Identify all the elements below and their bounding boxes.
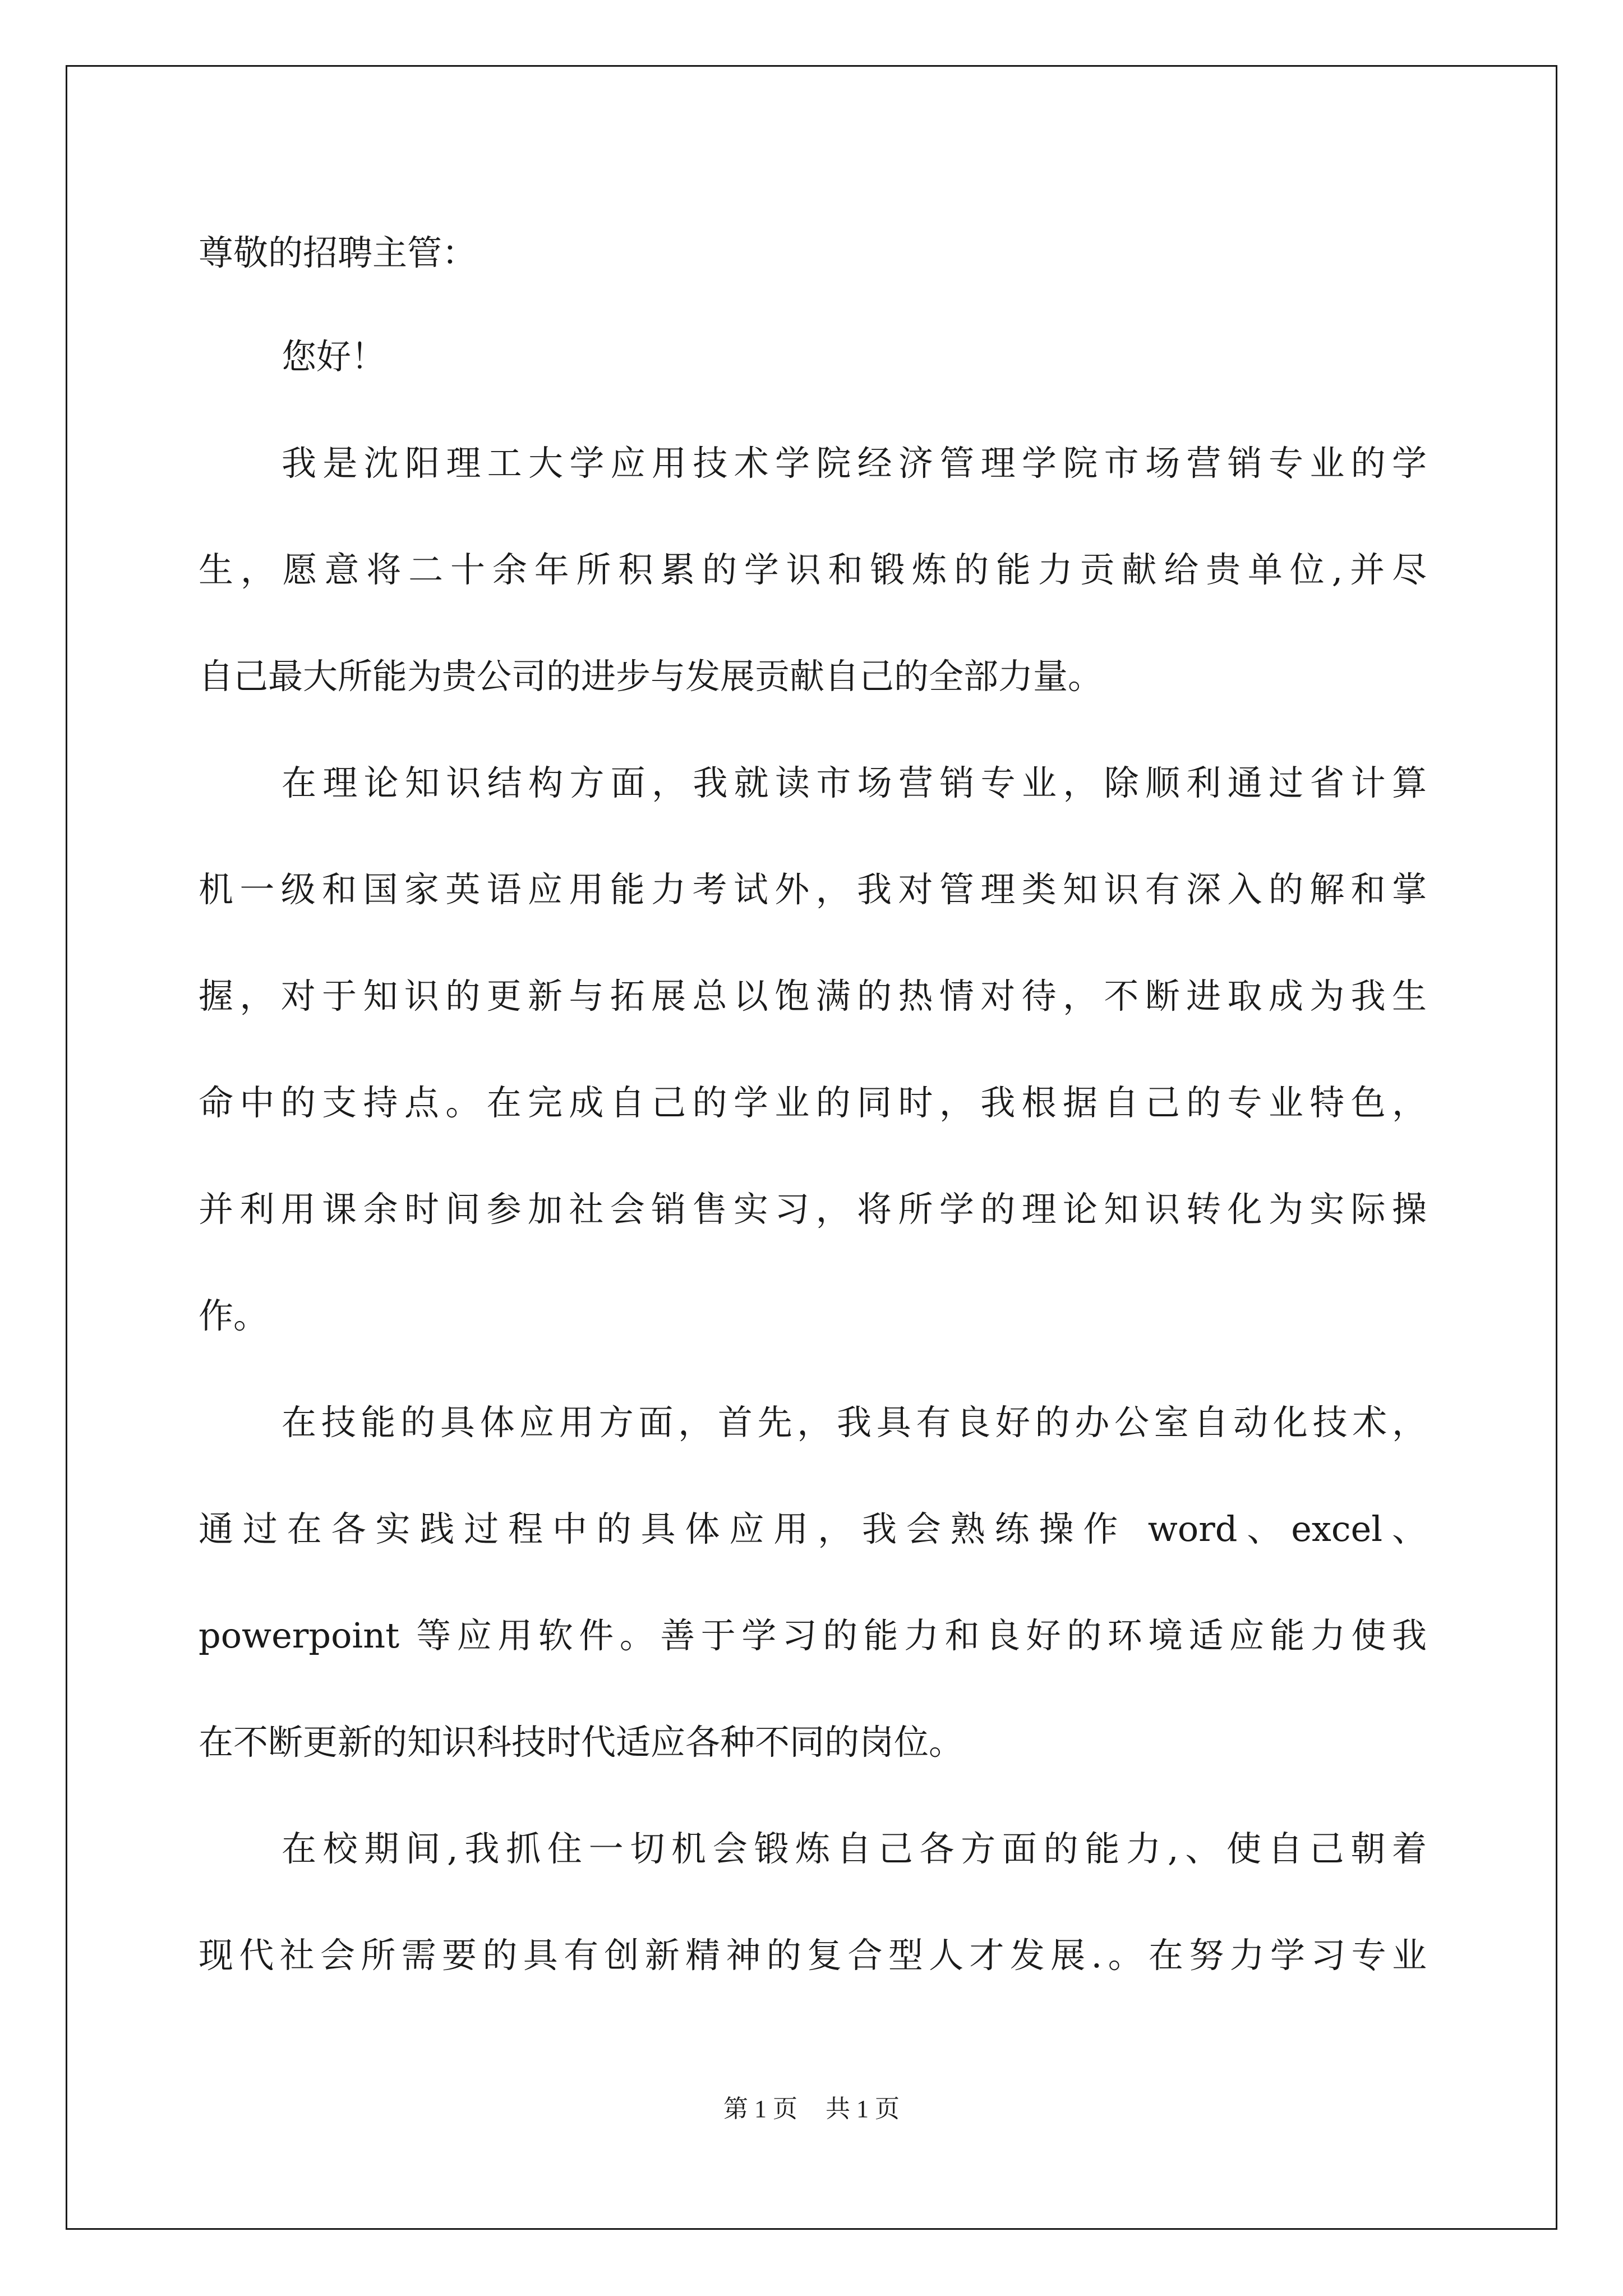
paragraph-line: 并利用课余时间参加社会销售实习，将所学的理论知识转化为实际操 — [199, 1189, 1427, 1230]
paragraph-line: 在理论知识结构方面，我就读市场营销专业，除顺利通过省计算 — [282, 762, 1427, 803]
paragraph-line: 在不断更新的知识科技时代适应各种不同的岗位。 — [199, 1722, 964, 1763]
paragraph-line: powerpoint 等应用软件。善于学习的能力和良好的环境适应能力使我 — [199, 1615, 1427, 1656]
paragraph-line: 通过在各实践过程中的具体应用，我会熟练操作 word、excel、 — [199, 1508, 1427, 1549]
paragraph-line: 在技能的具体应用方面，首先，我具有良好的办公室自动化技术， — [282, 1402, 1427, 1443]
paragraph-line: 我是沈阳理工大学应用技术学院经济管理学院市场营销专业的学 — [282, 443, 1427, 484]
paragraph-line: 生，愿意将二十余年所积累的学识和锻炼的能力贡献给贵单位,并尽 — [199, 549, 1427, 590]
paragraph-line: 机一级和国家英语应用能力考试外，我对管理类知识有深入的解和掌 — [199, 869, 1427, 910]
page-number: 第 1 页 — [723, 2095, 797, 2123]
salutation: 尊敬的招聘主管： — [199, 232, 477, 273]
greeting: 您好！ — [282, 336, 386, 377]
paragraph-line: 现代社会所需要的具有创新精神的复合型人才发展.。在努力学习专业 — [199, 1935, 1427, 1976]
page-total: 共 1 页 — [826, 2095, 900, 2123]
paragraph-line: 在校期间,我抓住一切机会锻炼自己各方面的能力,、使自己朝着 — [282, 1828, 1427, 1869]
paragraph-line: 握，对于知识的更新与拓展总以饱满的热情对待，不断进取成为我生 — [199, 976, 1427, 1016]
paragraph-line: 自己最大所能为贵公司的进步与发展贡献自己的全部力量。 — [199, 656, 1103, 697]
paragraph-line: 命中的支持点。在完成自己的学业的同时，我根据自己的专业特色， — [199, 1082, 1427, 1123]
page-footer — [0, 2092, 1623, 2126]
paragraph-line: 作。 — [199, 1295, 269, 1336]
